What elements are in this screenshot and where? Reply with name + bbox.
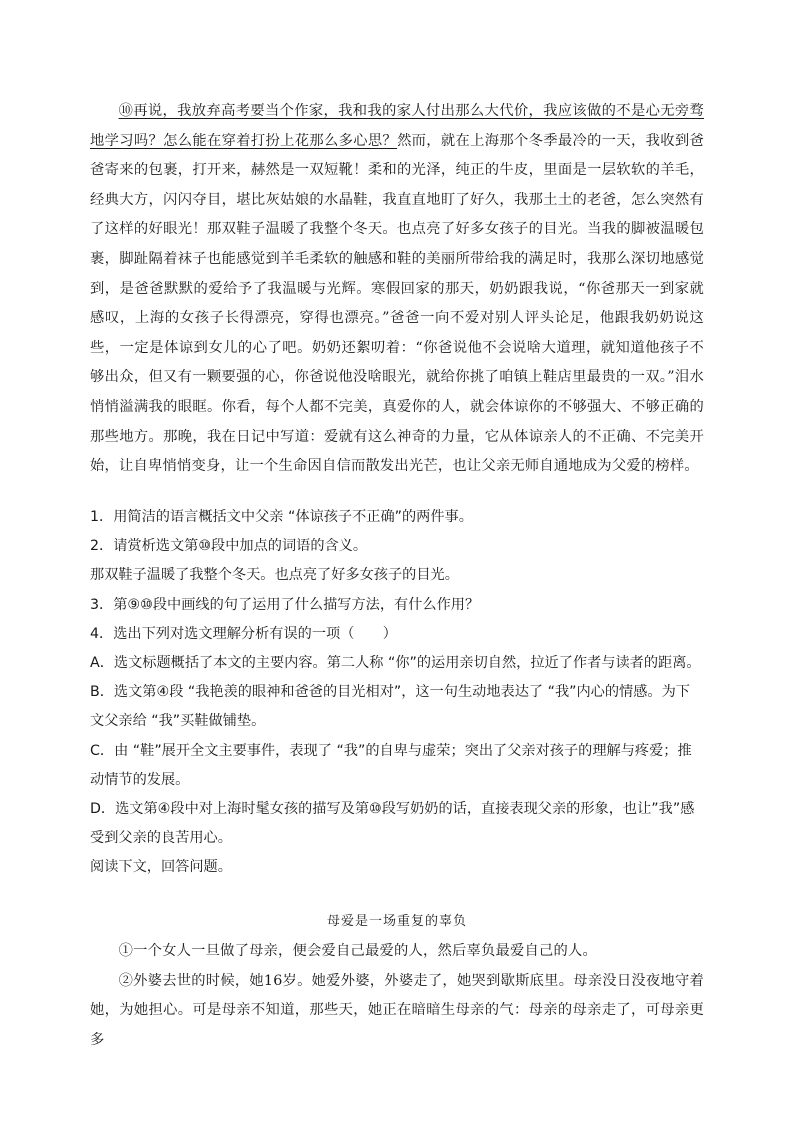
second-passage-paragraph-2: ②外婆去世的时候，她16岁。她爱外婆，外婆走了，她哭到歇斯底里。母亲没日没夜地守着她，为她担心。可是母亲不知道，那些天，她正在暗暗生母亲的气：母亲的母亲走了，可母亲更多 <box>90 972 704 1048</box>
question-3: 3．第⑨⑩段中画线的句了运用了什么描写方法，有什么作用？ <box>90 596 480 613</box>
second-passage-title: 母爱是一场重复的辜负 <box>326 914 467 929</box>
underlined-sentence: ⑩再说，我放弃高考要当个作家，我和我的家人付出那么大代价，我应该做的不是心无旁骛地学习吗？怎么能在穿着打扮上花那么多心思？ <box>90 103 704 149</box>
option-b: B．选文第④段 “我艳羡的眼神和爸爸的目光相对”，这一句生动地表达了 “我”内心的情感。为下文父亲给 “我”买鞋做铺垫。 <box>90 684 690 730</box>
option-c: C．由 “鞋”展开全文主要事件，表现了 “我”的自卑与虚荣；突出了父亲对孩子的理解与疼爱；推动情节的发展。 <box>90 742 692 788</box>
paragraph-10-text <box>90 97 704 482</box>
option-a: A．选文标题概括了本文的主要内容。第二人称 “你”的运用亲切自然，拉近了作者与读者的距离。 <box>90 655 701 672</box>
question-1: 1．用简洁的语言概括文中父亲 “体谅孩子不正确”的两件事。 <box>90 509 473 525</box>
paragraph-10-rest: 然而，就在上海那个冬季最冷的一天，我收到爸爸寄来的包裹，打开来，赫然是一双短靴！柔和的光泽，纯正的牛皮，里面是一层软软的羊毛，经典大方，闪闪夺目，堪比灰姑娘的水晶鞋，我直直地盯了好久，我那土土的老爸，怎么突然有了这样的好眼光！那双鞋子温暖了我整个冬天。也点亮了好多女孩子的目光。当我的脚被温暖包裹，脚趾隔着袜子也能感觉到羊毛柔软的触感和鞋的美丽所带给我的满足时，我那么深切地感觉到，是爸爸默默的爱给予了我温暖与光辉。寒假回家的那天，奶奶跟我说，“你爸那天一到家就感叹，上海的女孩子长得漂亮，穿得也漂亮。”爸爸一向不爱对别人评头论足，他跟我奶奶说这些，一定是体谅到女儿的心了吧。奶奶还絮叨着：“你爸说他不会说啥大道理，就知道他孩子不够出众，但又有一颗要强的心，你爸说他没啥眼光，就给你挑了咱镇上鞋店里最贵的一双。”泪水悄悄溢满我的眼眶。你看，每个人都不完美，真爱你的人，就会体谅你的不够强大、不够正确的那些地方。那晚，我在日记中写道：爱就有这么神奇的力量，它从体谅亲人的不正确、不完美开始，让自卑悄悄变身，让一个生命因自信而散发出光芒，也让父亲无师自通地成为父爱的榜样。 <box>90 132 704 475</box>
question-2: 2．请赏析选文第⑩段中加点的词语的含义。 <box>90 538 368 555</box>
question-2-quote: 那双鞋子温暖了我整个冬天。也点亮了好多女孩子的目光。 <box>90 567 459 584</box>
passage-paragraph-10 <box>90 97 704 482</box>
question-4: 4．选出下列对选文理解分析有误的一项（ ） <box>90 625 397 642</box>
second-passage <box>90 911 704 1055</box>
questions-section <box>90 503 704 883</box>
second-passage-paragraph-1: ①一个女人一旦做了母亲，便会爱自己最爱的人，然后辜负最爱自己的人。 <box>118 943 597 959</box>
reading-instruction: 阅读下文，回答问题。 <box>90 859 232 876</box>
option-d: D．选文第④段中对上海时髦女孩的描写及第⑩段写奶奶的话，直接表现父亲的形象，也让”我”感受到父亲的良苦用心。 <box>90 801 695 847</box>
